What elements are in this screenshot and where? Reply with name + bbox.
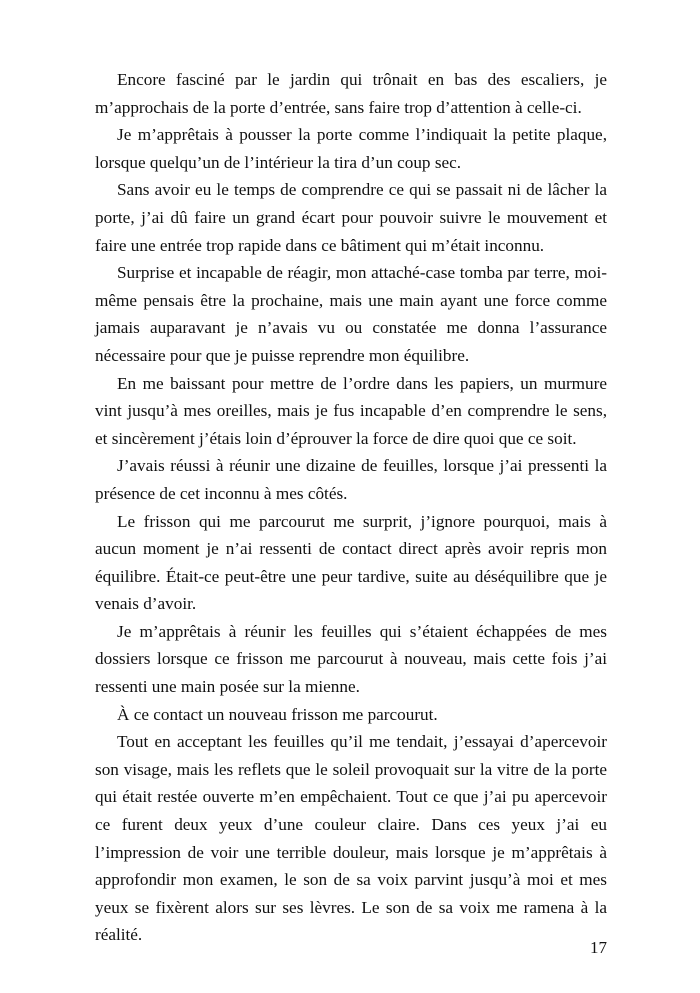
- page-body: [95, 66, 607, 949]
- paragraph-5: En me baissant pour mettre de l’ordre dans les papiers, un murmure vint jusqu’à mes oreilles, mais je fus incapable d’en comprendre le sens, et sincèrement j’étais loin d’éprouver la force de dire quoi que ce soit.: [95, 373, 607, 448]
- paragraph-2: Je m’apprêtais à pousser la porte comme l’indiquait la petite plaque, lorsque quelqu’un de l’intérieur la tira d’un coup sec.: [95, 125, 607, 172]
- paragraph-9: À ce contact un nouveau frisson me parcourut.: [117, 704, 438, 724]
- page-number: 17: [590, 938, 607, 957]
- paragraph-7: Le frisson qui me parcourut me surprit, j’ignore pourquoi, mais à aucun moment je n’ai ressenti de contact direct après avoir repris mon équilibre. Était-ce peut-être une peur tardive, suite au déséquilibre que je venais d’avoir.: [95, 511, 607, 614]
- paragraph-8: Je m’apprêtais à réunir les feuilles qui s’étaient échappées de mes dossiers lorsque ce frisson me parcourut à nouveau, mais cette fois j’ai ressenti une main posée sur la mienne.: [95, 621, 607, 697]
- paragraph-3: Sans avoir eu le temps de comprendre ce qui se passait ni de lâcher la porte, j’ai dû faire un grand écart pour pouvoir suivre le mouvement et faire une entrée trop rapide dans ce bâtiment qui m’était inconnu.: [95, 180, 607, 255]
- paragraph-10: Tout en acceptant les feuilles qu’il me tendait, j’essayai d’apercevoir son visage, mais les reflets que le soleil provoquait sur la vitre de la porte qui était restée ouverte m’en empêchaient. Tout ce que j’ai pu apercevoir ce furent deux yeux d’une couleur claire. Dans ces yeux j’ai eu l’impression de voir une terrible douleur, mais lorsque je m’apprêtais à approfondir mon examen, le son de sa voix parvint jusqu’à moi et mes yeux se fixèrent alors sur ses lèvres. Le son de sa voix me ramena à la réalité.: [95, 732, 607, 945]
- paragraph-1: Encore fasciné par le jardin qui trônait en bas des escaliers, je m’approchais de la porte d’entrée, sans faire trop d’attention à celle-ci.: [95, 70, 607, 117]
- paragraph-4: Surprise et incapable de réagir, mon attaché-case tomba par terre, moi-même pensais être la prochaine, mais une main ayant une force comme jamais auparavant je n’avais vu ou constatée me donna l’assurance nécessaire pour que je puisse reprendre mon équilibre.: [95, 263, 607, 365]
- paragraph-6: J’avais réussi à réunir une dizaine de feuilles, lorsque j’ai pressenti la présence de cet inconnu à mes côtés.: [95, 456, 607, 503]
